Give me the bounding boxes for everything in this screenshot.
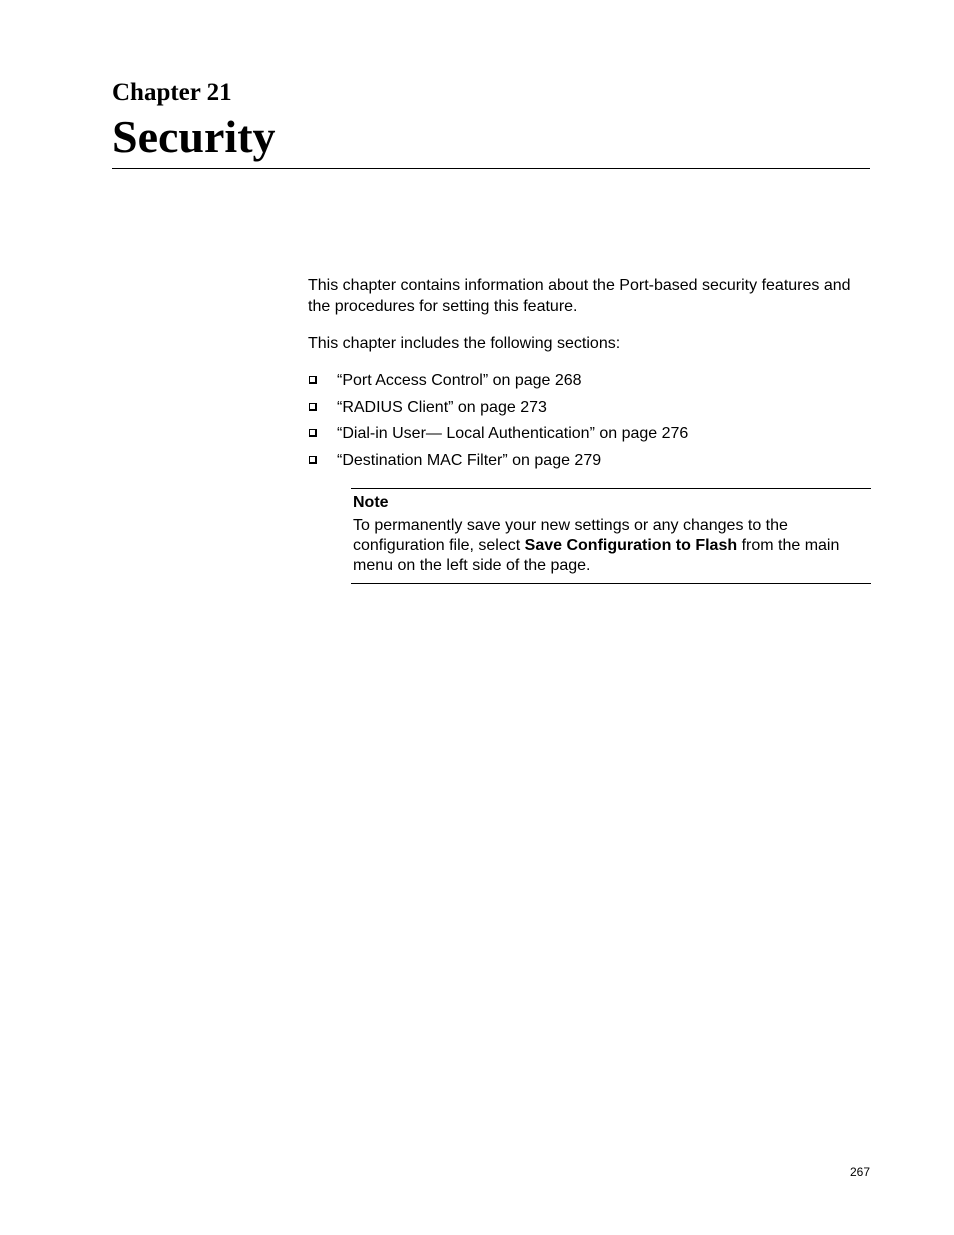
list-item[interactable]: [308, 397, 870, 424]
list-item[interactable]: [308, 450, 870, 477]
intro-paragraph: This chapter contains information about the Port-based security features and the procedures for setting this feature.: [308, 277, 851, 315]
section-link-radius-client[interactable]: “RADIUS Client” on page 273: [337, 398, 547, 416]
section-link-port-access-control[interactable]: “Port Access Control” on page 268: [337, 372, 582, 389]
checkbox-bullet-icon: [309, 376, 317, 384]
chapter-label: Chapter 21: [112, 79, 232, 106]
note-box: [351, 488, 871, 584]
section-link-destination-mac-filter[interactable]: “Destination MAC Filter” on page 279: [337, 451, 602, 469]
note-text: [353, 516, 869, 576]
list-item[interactable]: [308, 423, 870, 450]
section-list: [308, 370, 870, 476]
checkbox-bullet-icon: [309, 456, 317, 464]
list-item[interactable]: [308, 370, 870, 397]
title-divider: [112, 168, 870, 169]
note-text-bold: Save Configuration to Flash: [524, 537, 738, 554]
page-number: 267: [849, 1165, 870, 1179]
note-text-after: from the main menu on the left side of the page.: [353, 537, 840, 574]
sections-lead-paragraph: This chapter includes the following sections:: [308, 335, 621, 352]
checkbox-bullet-icon: [309, 429, 317, 437]
checkbox-bullet-icon: [309, 403, 317, 411]
note-text-before: To permanently save your new settings or any changes to the configuration file, select: [353, 517, 788, 554]
section-link-dial-in-user[interactable]: “Dial-in User— Local Authentication” on page 276: [337, 425, 689, 442]
note-heading: Note: [353, 494, 389, 511]
chapter-title: Security: [112, 111, 276, 162]
